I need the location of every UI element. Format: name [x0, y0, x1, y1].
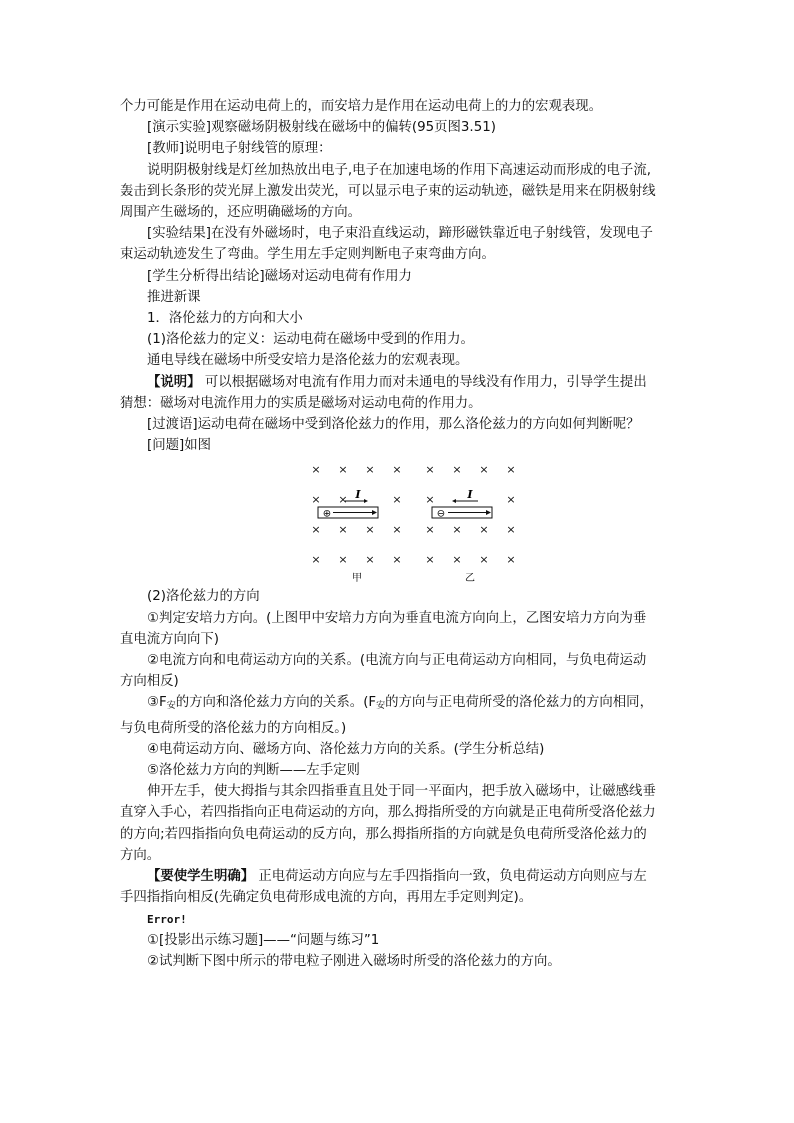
- positive-charge-icon: ⊕: [322, 508, 332, 520]
- field-cross: ×: [425, 463, 435, 477]
- field-cross: ×: [506, 463, 516, 477]
- document-body: [120, 96, 685, 972]
- field-cross: ×: [452, 463, 462, 477]
- text-line: ①[投影出示练习题]——“问题与练习”1: [147, 932, 380, 948]
- figure-label-right: 乙: [465, 573, 475, 585]
- text-line: [实验结果]在没有外磁场时，电子束沿直线运动，蹄形磁铁靠近电子射线管，发现电子: [147, 226, 653, 242]
- current-label: I: [467, 488, 473, 502]
- field-cross: ×: [452, 553, 462, 567]
- negative-charge-icon: ⊖: [436, 508, 446, 520]
- text-line: 个力可能是作用在运动电荷上的，而安培力是作用在运动电荷上的力的宏观表现。: [120, 99, 603, 114]
- arrowhead-icon: [452, 499, 456, 503]
- subscript: 安: [376, 701, 386, 712]
- field-cross: ×: [311, 553, 321, 567]
- text-span: 的方向和洛伦兹力方向的关系。(F: [175, 695, 377, 711]
- text-line: 的方向;若四指指向负电荷运动的反方向，那么拇指所指的方向就是负电荷所受洛伦兹力的: [120, 826, 647, 842]
- text-line: [问题]如图: [147, 438, 212, 454]
- text-line: 猜想：磁场对电流作用力的实质是磁场对运动电荷的作用力。: [120, 395, 482, 411]
- text-line: 轰击到长条形的荧光屏上激发出荧光，可以显示电子束的运动轨迹，磁铁是用来在阴极射线: [120, 183, 656, 199]
- note-label: 【说明】: [147, 374, 201, 390]
- text-line: [120, 866, 685, 887]
- text-line: 与负电荷所受的洛伦兹力的方向相反。): [120, 720, 347, 736]
- field-cross: ×: [311, 463, 321, 477]
- text-line: 方向。: [120, 847, 161, 863]
- field-cross: ×: [392, 493, 402, 507]
- field-cross: ×: [479, 523, 489, 537]
- text-line: [教师]说明电子射线管的原理：: [147, 141, 332, 157]
- arrowhead-icon: [486, 510, 491, 515]
- section-heading: 推进新课: [147, 289, 201, 305]
- figure-label-left: 甲: [352, 573, 362, 585]
- text-line: 周围产生磁场的，还应明确磁场的方向。: [120, 205, 362, 221]
- text-line: [演示实验]观察磁场阴极射线在磁场中的偏转(95页图3.51): [147, 120, 496, 136]
- text-line: 直穿入手心，若四指指向正电荷运动的方向，那么拇指所受的方向就是正电荷所受洛伦兹力: [120, 805, 656, 821]
- text-line: ⑤洛伦兹力方向的判断——左手定则: [147, 763, 360, 779]
- text-line: 伸开左手，使大拇指与其余四指垂直且处于同一平面内，把手放入磁场中，让磁感线垂: [147, 784, 656, 800]
- text-line: 通电导线在磁场中所受安培力是洛伦兹力的宏观表现。: [147, 353, 469, 369]
- field-cross: ×: [392, 463, 402, 477]
- arrowhead-icon: [364, 499, 368, 503]
- section-heading: (2)洛伦兹力的方向: [147, 589, 260, 605]
- field-cross: ×: [506, 493, 516, 507]
- text-span: 的方向与正电荷所受的洛伦兹力的方向相同，: [385, 695, 653, 711]
- field-cross: ×: [338, 523, 348, 537]
- text-line: 手四指指向相反(先确定负电荷形成电流的方向，再用左手定则判定)。: [120, 890, 533, 906]
- arrowhead-icon: [372, 510, 377, 515]
- field-cross: ×: [338, 463, 348, 477]
- field-cross: ×: [365, 463, 375, 477]
- field-cross: ×: [392, 523, 402, 537]
- field-cross: ×: [338, 493, 348, 507]
- field-diagram: [300, 460, 520, 584]
- field-cross: ×: [506, 553, 516, 567]
- text-line: [过渡语]运动电荷在磁场中受到洛伦兹力的作用，那么洛伦兹力的方向如何判断呢？: [147, 417, 640, 433]
- field-cross: ×: [479, 553, 489, 567]
- text-line: 方向相反): [120, 674, 179, 690]
- subscript: 安: [166, 701, 176, 712]
- text-line: 直电流方向向下): [120, 631, 219, 647]
- text-line: (1)洛伦兹力的定义：运动电荷在磁场中受到的作用力。: [147, 332, 474, 348]
- field-cross: ×: [311, 493, 321, 507]
- field-cross: ×: [365, 523, 375, 537]
- field-cross: ×: [425, 523, 435, 537]
- text-line: ②电流方向和电荷运动方向的关系。(电流方向与正电荷运动方向相同，与负电荷运动: [147, 653, 647, 669]
- text-line: ②试判断下图中所示的带电粒子刚进入磁场时所受的洛伦兹力的方向。: [147, 953, 561, 969]
- field-cross: ×: [425, 553, 435, 567]
- field-cross: ×: [425, 493, 435, 507]
- error-text: Error!: [147, 912, 187, 926]
- text-line: ①判定安培力方向。(上图甲中安培力方向为垂直电流方向向上，乙图安培力方向为垂: [147, 610, 647, 626]
- field-cross: ×: [311, 523, 321, 537]
- section-heading: 1．洛伦兹力的方向和大小: [147, 311, 303, 327]
- field-cross: ×: [452, 523, 462, 537]
- field-cross: ×: [479, 463, 489, 477]
- field-cross: ×: [338, 553, 348, 567]
- text-line: [学生分析得出结论]磁场对运动电荷有作用力: [147, 268, 412, 284]
- text-line: 束运动轨迹发生了弯曲。学生用左手定则判断电子束弯曲方向。: [120, 247, 495, 263]
- text-line: ④电荷运动方向、磁场方向、洛伦兹力方向的关系。(学生分析总结): [147, 741, 545, 757]
- text-span: ③F: [147, 695, 167, 711]
- text-line: 说明阴极射线是灯丝加热放出电子,电子在加速电场的作用下高速运动而形成的电子流,: [147, 162, 651, 178]
- emphasis-label: 【要使学生明确】: [147, 869, 255, 885]
- field-cross: ×: [392, 553, 402, 567]
- current-label: I: [355, 488, 361, 502]
- field-cross: ×: [365, 553, 375, 567]
- text-line: [120, 692, 685, 717]
- emphasis-text: 正电荷运动方向应与左手四指指向一致，负电荷运动方向则应与左: [254, 869, 647, 885]
- text-line: [120, 372, 685, 393]
- magnetic-field-figure: [120, 460, 685, 584]
- field-cross: ×: [506, 523, 516, 537]
- note-text: 可以根据磁场对电流有作用力而对未通电的导线没有作用力，引导学生提出: [200, 374, 647, 390]
